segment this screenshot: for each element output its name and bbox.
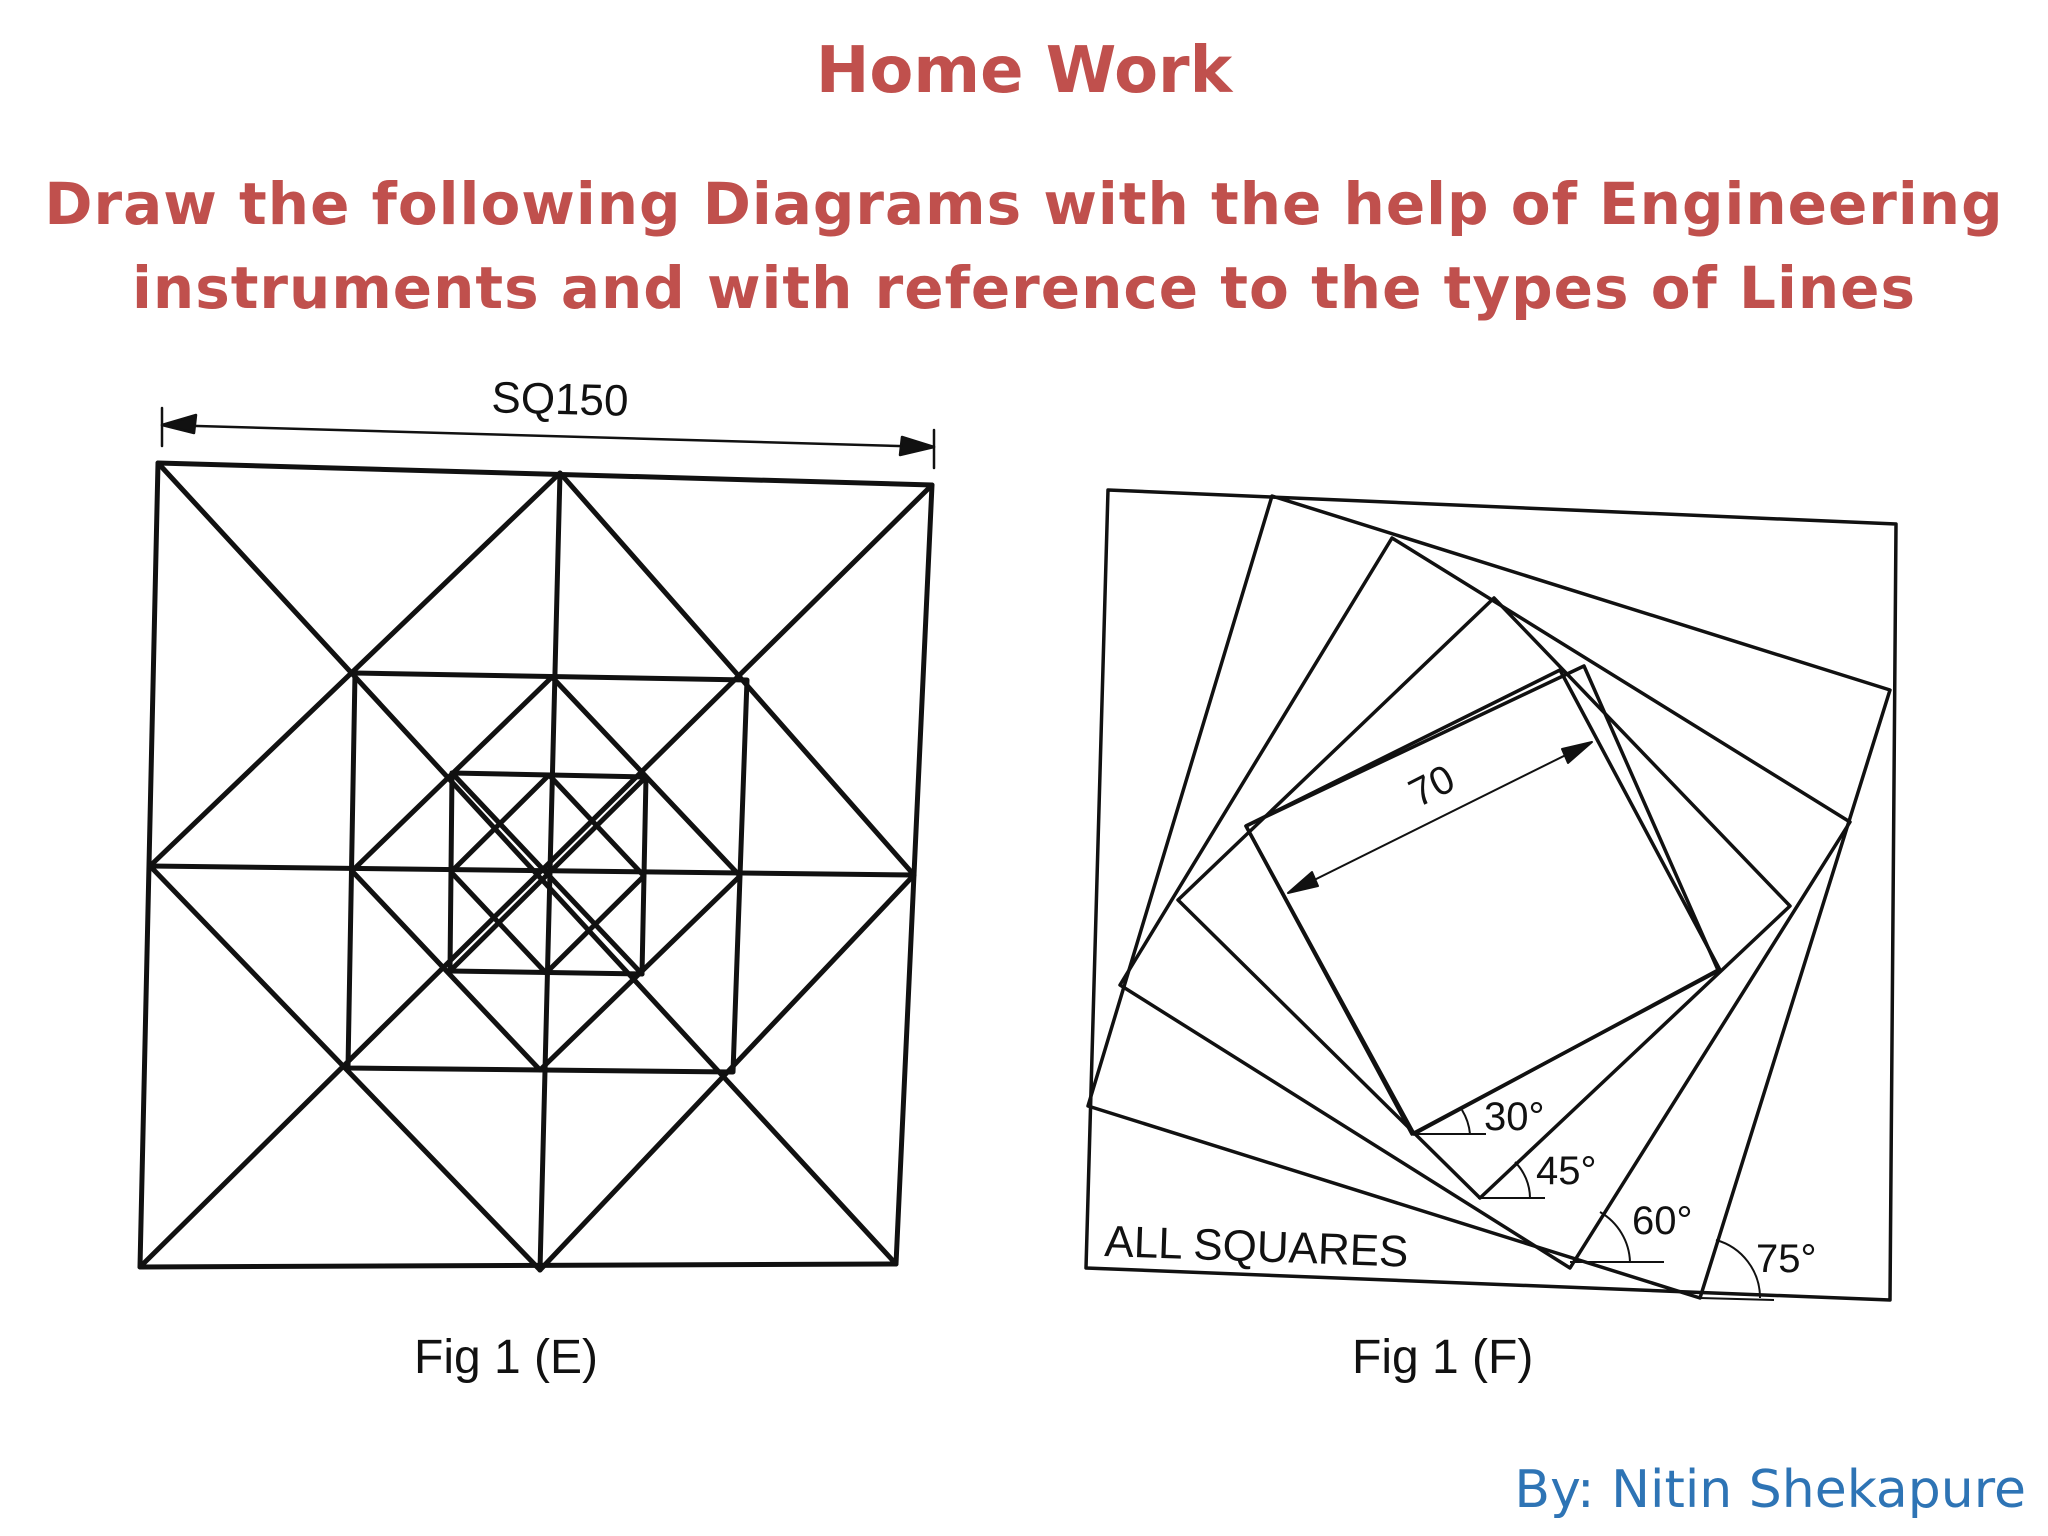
instruction-line-1: Draw the following Diagrams with the help of Engineering (44, 170, 2004, 238)
angle-label-45: 45° (1536, 1149, 1597, 1193)
inner-square-70 (1246, 666, 1718, 1134)
dimension-label-70: 70 (1402, 756, 1462, 817)
square-70 (1246, 667, 1720, 1134)
square-75 (1088, 496, 1890, 1298)
caption-fig-1f: Fig 1 (F) (1352, 1331, 1534, 1384)
angle-label-60: 60° (1632, 1199, 1693, 1243)
angle-label-75: 75° (1756, 1237, 1817, 1281)
square-60 (1120, 538, 1850, 1268)
outer-square-frame (1086, 490, 1896, 1300)
instruction-line-2: instruments and with reference to the types of Lines (132, 254, 1916, 322)
dimension-label-sq150: SQ150 (490, 373, 630, 426)
diagonal-line (158, 463, 896, 1264)
page-title: Home Work (815, 34, 1233, 108)
square-30 (1246, 670, 1720, 1134)
author-credit: By: Nitin Shekapure (1514, 1460, 2026, 1520)
figure-f (1086, 490, 1896, 1300)
caption-fig-1e: Fig 1 (E) (414, 1331, 599, 1384)
angle-label-30: 30° (1484, 1095, 1545, 1139)
figure-e (140, 373, 934, 1270)
all-squares-note: ALL SQUARES (1103, 1217, 1410, 1277)
